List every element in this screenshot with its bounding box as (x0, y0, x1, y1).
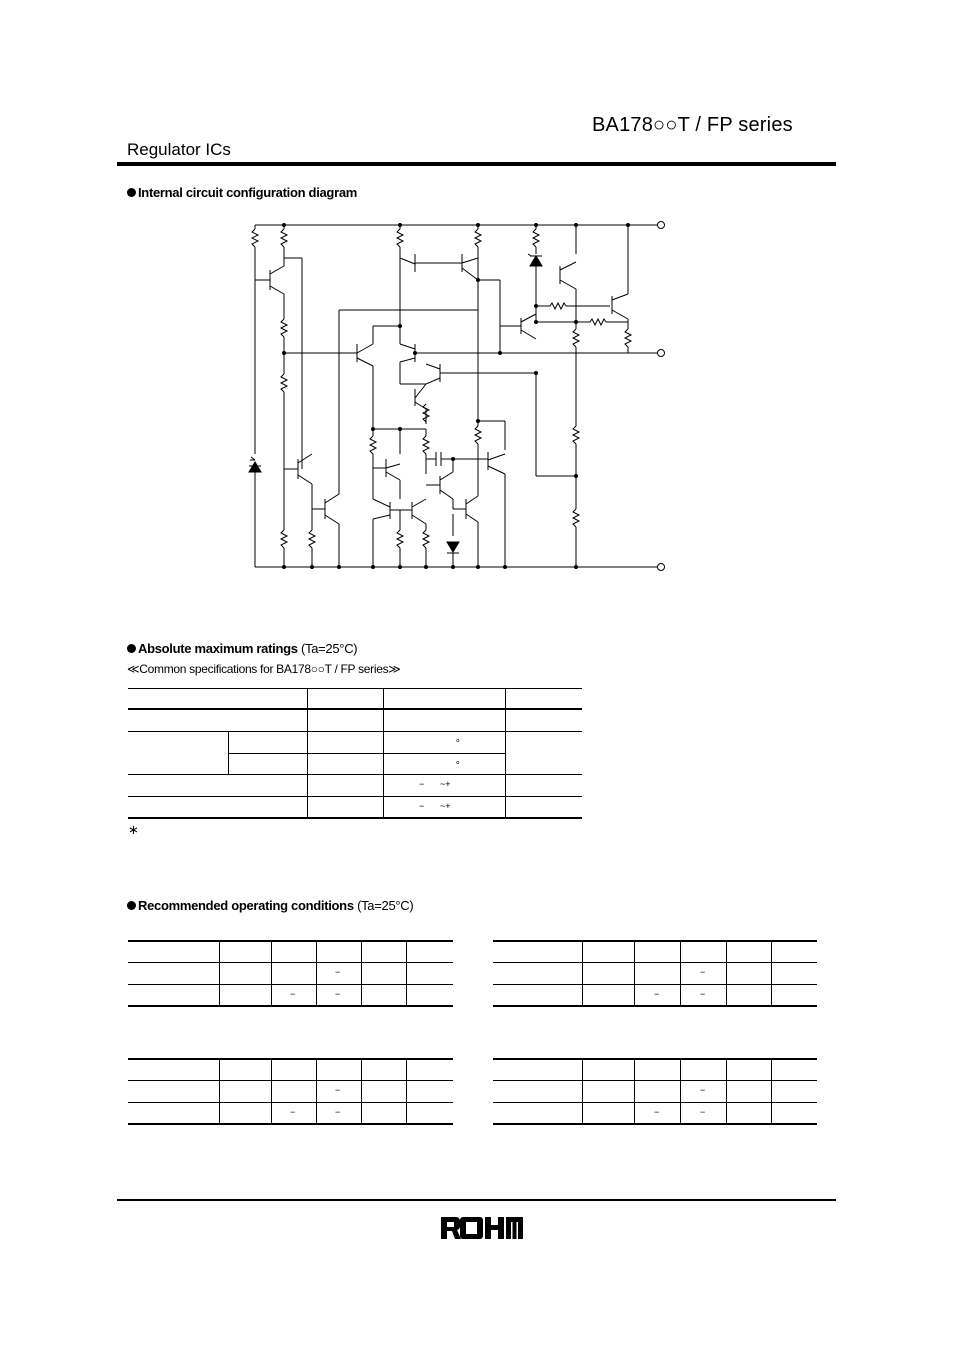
document-title: BA178○○T / FP series (592, 114, 793, 136)
bullet-icon (127, 644, 136, 653)
cell-mark: ~+ (440, 801, 451, 811)
cell-mark: − (654, 989, 660, 999)
header-rule (117, 162, 836, 166)
cell-mark: − (419, 801, 425, 811)
cell-mark: − (335, 1107, 341, 1117)
cell-mark: ∘ (455, 757, 461, 767)
internal-circuit-diagram (240, 214, 670, 576)
cell-mark: − (419, 779, 425, 789)
cell-mark: − (335, 989, 341, 999)
rec-op-heading: Recommended operating conditions (Ta=25°C) (127, 898, 413, 913)
section-label: Regulator ICs (127, 140, 231, 159)
cell-mark: − (700, 967, 706, 977)
cell-mark: − (290, 1107, 296, 1117)
cell-mark: − (700, 989, 706, 999)
circuit-heading: Internal circuit configuration diagram (127, 185, 357, 200)
common-spec-note: ≪Common specifications for BA178○○T / FP series≫ (127, 662, 401, 676)
cell-mark: − (654, 1107, 660, 1117)
cell-mark: − (335, 967, 341, 977)
rohm-logo (441, 1217, 523, 1239)
cell-mark: − (335, 1085, 341, 1095)
cell-mark: − (700, 1085, 706, 1095)
cell-mark: ~+ (440, 779, 451, 789)
footer-rule (117, 1199, 836, 1201)
footnote-marker: ∗ (128, 822, 139, 837)
bullet-icon (127, 188, 136, 197)
cell-mark: − (290, 989, 296, 999)
abs-max-heading: Absolute maximum ratings (Ta=25°C) (127, 641, 357, 656)
cell-mark: − (700, 1107, 706, 1117)
cell-mark: ∘ (455, 735, 461, 745)
bullet-icon (127, 901, 136, 910)
